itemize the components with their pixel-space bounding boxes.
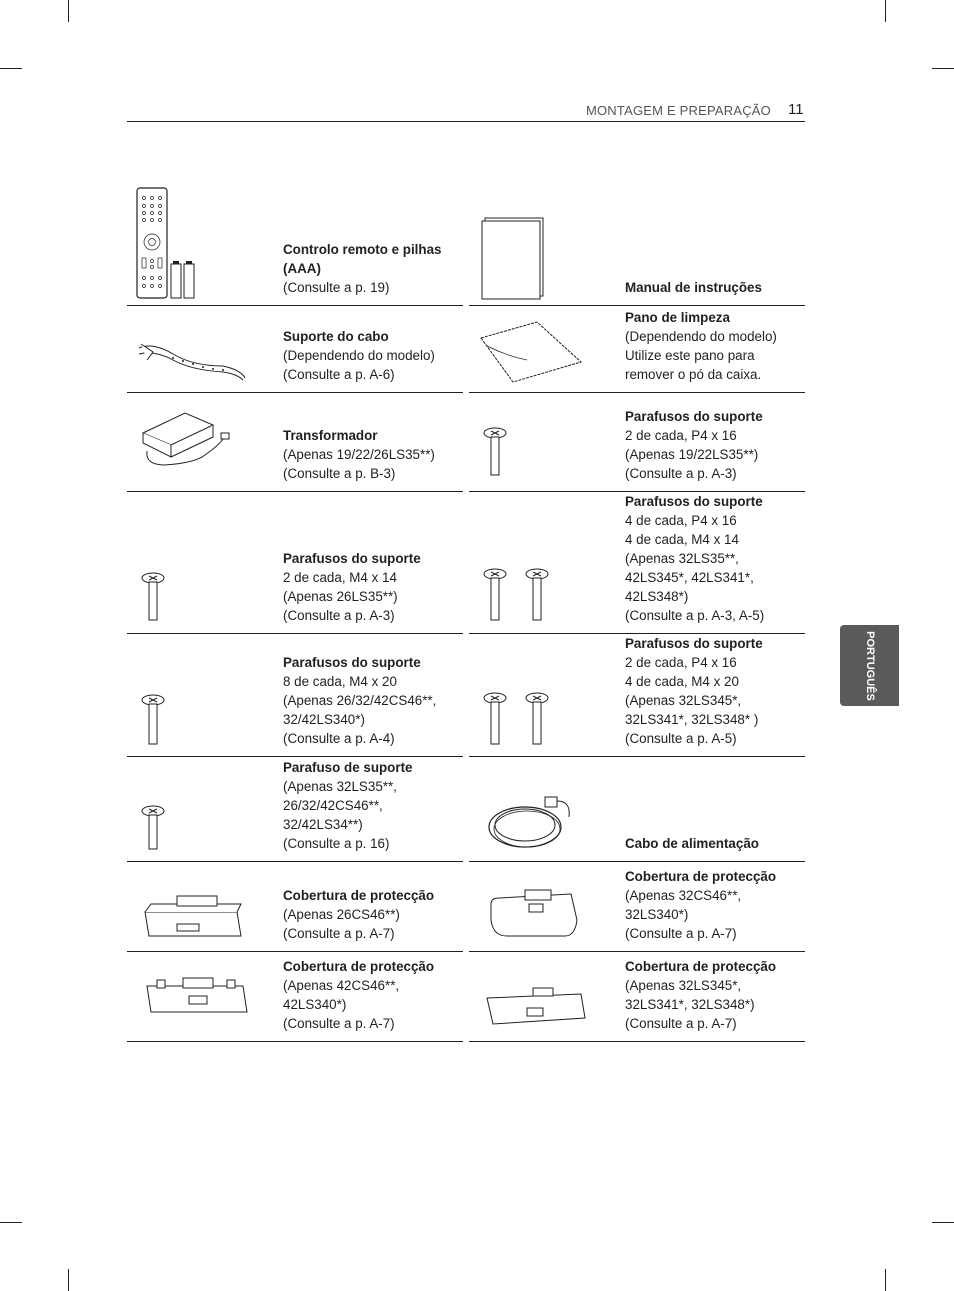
item-detail: (Apenas 19/22LS35**) — [625, 447, 759, 462]
item-text — [625, 407, 805, 483]
item-detail: (Consulte a p. 16) — [283, 836, 390, 851]
manual-icon — [469, 180, 619, 305]
item-name: Parafuso de suporte — [283, 760, 413, 775]
crop-mark — [885, 1269, 886, 1291]
item-detail: Utilize este pano para — [625, 348, 755, 363]
header-divider — [127, 121, 805, 122]
item-detail: (Apenas 26/32/42CS46**, — [283, 693, 437, 708]
screw-icon — [127, 492, 277, 633]
item-text — [625, 634, 805, 748]
remote-control-icon — [127, 180, 277, 305]
item-detail: 26/32/42CS46**, — [283, 798, 383, 813]
item-detail: 8 de cada, M4 x 20 — [283, 674, 397, 689]
item-manual — [469, 180, 805, 306]
item-text — [283, 549, 463, 625]
item-detail: 32LS340*) — [625, 907, 689, 922]
item-text — [283, 426, 463, 483]
power-cord-icon — [469, 757, 619, 861]
item-detail: (Consulte a p. A-4) — [283, 731, 395, 746]
item-detail: 32/42LS34**) — [283, 817, 363, 832]
item-text — [283, 653, 463, 748]
item-detail: (Apenas 19/22/26LS35**) — [283, 447, 435, 462]
crop-mark — [885, 0, 886, 22]
protective-cover-icon — [469, 862, 619, 951]
item-protective-cover — [127, 952, 463, 1042]
item-detail: (Apenas 32CS46**, — [625, 888, 742, 903]
item-name: Cobertura de protecção — [625, 869, 777, 884]
item-detail: (Dependendo do modelo) — [283, 348, 435, 363]
item-name: Manual de instruções — [625, 280, 762, 295]
item-text — [625, 308, 805, 384]
item-detail: 32LS341*, 32LS348* ) — [625, 712, 759, 727]
item-detail: (Dependendo do modelo) — [625, 329, 777, 344]
item-detail: (Apenas 32LS345*, — [625, 978, 742, 993]
cleaning-cloth-icon — [469, 306, 619, 392]
screws-pair-icon — [469, 634, 619, 756]
item-name: Parafusos do suporte — [283, 551, 421, 566]
item-detail: (Apenas 26LS35**) — [283, 589, 398, 604]
item-stand-screws — [127, 492, 463, 634]
language-tab-label: PORTUGUÊS — [863, 630, 876, 701]
item-detail: remover o pó da caixa. — [625, 367, 762, 382]
item-name: Cabo de alimentação — [625, 836, 759, 851]
item-cable-holder — [127, 306, 463, 393]
item-text — [283, 758, 463, 853]
item-detail: 32/42LS340*) — [283, 712, 365, 727]
item-detail: 4 de cada, M4 x 20 — [625, 674, 739, 689]
item-name: Controlo remoto e pilhas (AAA) — [283, 242, 442, 276]
crop-mark — [932, 68, 954, 69]
crop-mark — [68, 0, 69, 22]
item-detail: (Consulte a p. A-7) — [625, 1016, 737, 1031]
screw-icon — [127, 757, 277, 861]
crop-mark — [932, 1222, 954, 1223]
item-name: Parafusos do suporte — [625, 636, 763, 651]
crop-mark — [0, 1222, 22, 1223]
page-number: 11 — [788, 101, 804, 118]
item-adapter — [127, 393, 463, 492]
screws-pair-icon — [469, 492, 619, 633]
crop-mark — [0, 68, 22, 69]
item-detail: (Apenas 32LS35**, — [283, 779, 397, 794]
item-detail: (Apenas 26CS46**) — [283, 907, 400, 922]
screw-icon — [127, 634, 277, 756]
item-text — [625, 278, 805, 297]
language-tab — [840, 625, 899, 706]
item-name: Pano de limpeza — [625, 310, 730, 325]
item-name: Transformador — [283, 428, 378, 443]
item-detail: (Consulte a p. A-7) — [283, 1016, 395, 1031]
item-detail: (Consulte a p. A-3) — [283, 608, 395, 623]
item-detail: (Apenas 32LS35**, — [625, 551, 739, 566]
item-text — [625, 492, 805, 625]
section-title: MONTAGEM E PREPARAÇÃO — [585, 103, 771, 118]
item-name: Parafusos do suporte — [625, 494, 763, 509]
item-protective-cover — [127, 862, 463, 952]
item-detail: 2 de cada, P4 x 16 — [625, 428, 737, 443]
item-detail: (Consulte a p. A-5) — [625, 731, 737, 746]
item-detail: (Consulte a p. A-6) — [283, 367, 395, 382]
item-text — [625, 957, 805, 1033]
item-detail: 42LS345*, 42LS341*, — [625, 570, 754, 585]
item-text — [625, 867, 805, 943]
item-stand-screws — [469, 634, 805, 757]
screw-icon — [469, 393, 619, 491]
item-text — [283, 327, 463, 384]
item-detail: (Consulte a p. A-3) — [625, 466, 737, 481]
protective-cover-icon — [127, 952, 277, 1041]
cable-holder-icon — [127, 306, 277, 392]
item-name: Parafusos do suporte — [283, 655, 421, 670]
crop-mark — [68, 1269, 69, 1291]
item-name: Suporte do cabo — [283, 329, 389, 344]
item-remote-control — [127, 180, 463, 306]
item-power-cord — [469, 757, 805, 862]
item-text — [283, 240, 463, 297]
item-stand-screws — [469, 492, 805, 634]
item-detail: 42LS348*) — [625, 589, 689, 604]
item-detail: 42LS340*) — [283, 997, 347, 1012]
item-detail: 4 de cada, P4 x 16 — [625, 513, 737, 528]
item-detail: (Consulte a p. A-7) — [283, 926, 395, 941]
item-cleaning-cloth — [469, 306, 805, 393]
item-stand-screws — [469, 393, 805, 492]
item-stand-screws — [127, 634, 463, 757]
item-stand-screw — [127, 757, 463, 862]
protective-cover-icon — [127, 862, 277, 951]
item-protective-cover — [469, 862, 805, 952]
adapter-icon — [127, 393, 277, 491]
item-text — [283, 957, 463, 1033]
item-protective-cover — [469, 952, 805, 1042]
item-text — [283, 886, 463, 943]
item-detail: (Consulte a p. 19) — [283, 280, 390, 295]
item-detail: (Consulte a p. B-3) — [283, 466, 396, 481]
item-detail: 32LS341*, 32LS348*) — [625, 997, 755, 1012]
item-detail: (Apenas 42CS46**, — [283, 978, 400, 993]
item-detail: 2 de cada, P4 x 16 — [625, 655, 737, 670]
item-name: Cobertura de protecção — [283, 959, 435, 974]
item-text — [625, 834, 805, 853]
item-detail: (Consulte a p. A-7) — [625, 926, 737, 941]
item-name: Cobertura de protecção — [625, 959, 777, 974]
item-detail: (Apenas 32LS345*, — [625, 693, 742, 708]
item-detail: (Consulte a p. A-3, A-5) — [625, 608, 765, 623]
item-name: Parafusos do suporte — [625, 409, 763, 424]
item-detail: 4 de cada, M4 x 14 — [625, 532, 739, 547]
protective-cover-icon — [469, 952, 619, 1041]
item-detail: 2 de cada, M4 x 14 — [283, 570, 397, 585]
item-name: Cobertura de protecção — [283, 888, 435, 903]
